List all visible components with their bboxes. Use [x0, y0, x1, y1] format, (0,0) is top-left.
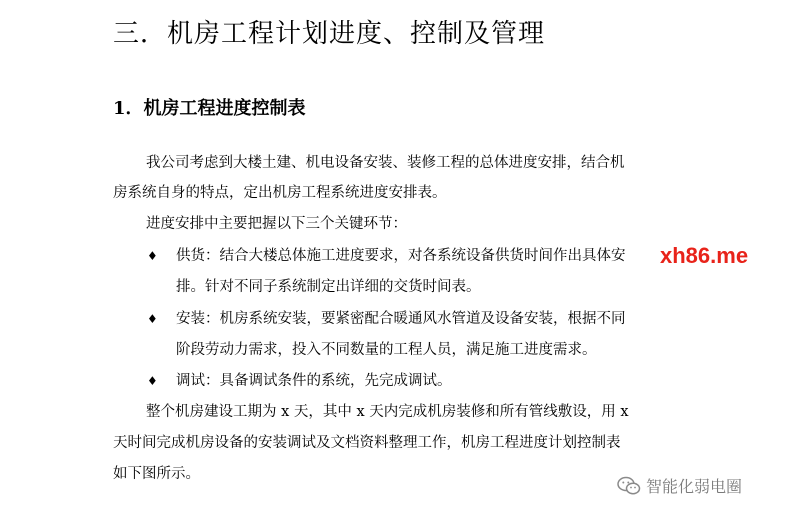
diamond-bullet-icon: ♦: [147, 312, 158, 326]
bullet-item-line: 供货：结合大楼总体施工进度要求，对各系统设备供货时间作出具体安: [176, 248, 626, 264]
bullet-item-line: 调试：具备调试条件的系统，先完成调试。: [176, 373, 452, 389]
bullet-item-line: 安装：机房系统安装，要紧密配合暖通风水管道及设备安装，根据不同: [176, 311, 626, 327]
site-watermark: xh86.me: [660, 243, 749, 268]
paragraph-line: 天时间完成机房设备的安装调试及文档资料整理工作，机房工程进度计划控制表: [113, 435, 621, 451]
key-points-intro: 进度安排中主要把握以下三个关键环节：: [146, 216, 407, 232]
paragraph-line: 我公司考虑到大楼土建、机电设备安装、装修工程的总体进度安排，结合机: [146, 155, 625, 171]
diamond-bullet-icon: ♦: [147, 374, 158, 388]
section-heading: 三．机房工程计划进度、控制及管理: [113, 19, 546, 49]
wechat-icon: [617, 476, 641, 496]
diamond-bullet-icon: ♦: [147, 249, 158, 263]
bullet-item-line: 排。针对不同子系统制定出详细的交货时间表。: [176, 279, 481, 295]
paragraph-line: 房系统自身的特点，定出机房工程系统进度安排表。: [113, 185, 447, 201]
subsection-heading: 1．机房工程进度控制表: [113, 98, 306, 119]
account-watermark: [617, 474, 742, 497]
paragraph-line: 整个机房建设工期为 x 天，其中 x 天内完成机房装修和所有管线敷设，用 x: [146, 404, 629, 420]
bullet-item-line: 阶段劳动力需求，投入不同数量的工程人员，满足施工进度需求。: [176, 342, 597, 358]
paragraph-line: 如下图所示。: [113, 466, 200, 482]
account-name: 智能化弱电圈: [646, 477, 743, 496]
